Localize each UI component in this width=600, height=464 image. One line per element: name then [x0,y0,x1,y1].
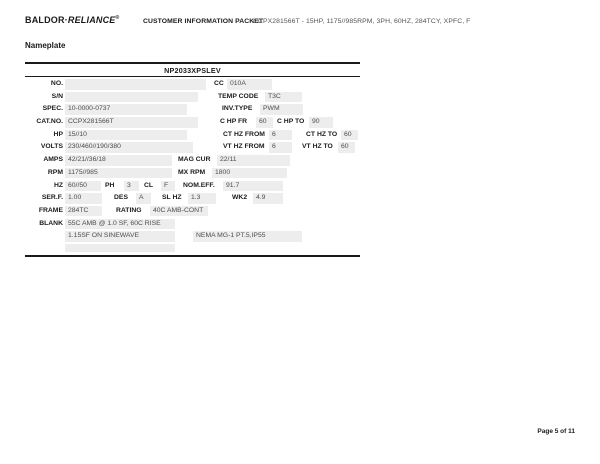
field-ct-hz-from-value: 6 [269,130,292,141]
field-c-hp-to-label: C HP TO [277,118,305,126]
field-des-label: DES [114,194,128,202]
field-nema-value: NEMA MG-1 PT.5,IP55 [193,231,302,242]
field-cat-no-value: CCPX281566T [65,117,198,128]
field-c-hp-to-value: 90 [309,117,333,128]
field-vt-hz-to-label: VT HZ TO [302,143,333,151]
field-vt-hz-from-value: 6 [269,142,292,153]
field-amps-value: 42/21//36/18 [65,155,172,166]
row-cat-no [25,116,360,129]
brand-logo-part1: BALDOR [25,15,65,25]
field-empty-value [65,244,175,252]
page-number: Page 5 of 11 [537,428,575,435]
brand-logo-separator: · [64,15,68,25]
row-hp [25,129,360,142]
field-c-hp-fr-label: C HP FR [220,118,248,126]
field-rpm-value: 1175//985 [65,168,172,179]
field-amps-label: AMPS [43,156,63,164]
field-frame-value: 284TC [65,206,102,217]
field-mag-cur-value: 22/11 [217,155,290,166]
field-ct-hz-to-label: CT HZ TO [306,130,338,138]
field-temp-code-value: T3C [265,92,302,103]
field-rpm-label: RPM [47,168,63,176]
brand-logo [25,15,119,25]
field-temp-code-label: TEMP CODE [218,92,259,100]
row-empty [25,243,360,253]
field-volts-label: VOLTS [40,143,63,151]
row-rpm [25,167,360,180]
row-sn [25,91,360,104]
field-nom-eff-value: 91.7 [223,181,283,192]
registered-mark: ® [115,15,120,21]
field-cc-value: 010A [227,79,272,90]
nameplate-title: NP2033XPSLEV [25,62,360,77]
field-vt-hz-from-label: VT HZ FROM [223,143,265,151]
field-volts-value: 230/460//190/380 [65,142,193,153]
row-no [25,78,360,91]
field-ph-label: PH [105,181,115,189]
field-frame-label: FRAME [38,206,63,214]
field-hp-label: HP [53,130,63,138]
field-hp-value: 15//10 [65,130,187,141]
field-rating-value: 40C AMB-CONT [150,206,208,217]
field-sinewave-value: 1.15SF ON SINEWAVE [65,231,175,242]
field-wk2-value: 4.9 [253,193,283,204]
row-ser-f [25,192,360,205]
field-vt-hz-to-value: 60 [338,142,355,153]
row-spec [25,103,360,116]
row-sinewave [25,230,360,243]
field-hz-value: 60//50 [65,181,101,192]
row-blank [25,218,360,231]
field-no-label: NO. [50,80,63,87]
field-mx-rpm-label: MX RPM [178,168,206,176]
field-sl-hz-label: SL HZ [162,194,182,202]
field-mx-rpm-value: 1800 [212,168,287,179]
field-blank-label: BLANK [39,219,63,227]
nameplate-body [25,77,360,257]
field-spec-label: SPEC. [42,105,63,113]
field-rating-label: RATING [116,206,142,214]
field-spec-value: 10-0000-0737 [65,104,187,115]
field-hz-label: HZ [53,181,63,189]
field-des-value: A [136,193,151,204]
document-title: CUSTOMER INFORMATION PACKET [143,18,264,25]
row-frame [25,205,360,218]
row-amps [25,154,360,167]
field-no-value [65,79,206,90]
row-hz [25,180,360,193]
field-c-hp-fr-value: 60 [256,117,273,128]
brand-logo-part2: RELIANCE [67,15,116,25]
field-inv-type-label: INV.TYPE [222,105,253,113]
field-ser-f-value: 1.00 [65,193,102,204]
field-ser-f-label: SER.F. [41,194,63,202]
field-sn-label: S/N [51,92,63,100]
row-volts [25,141,360,154]
field-cat-no-label: CAT.NO. [36,118,63,126]
field-ph-value: 3 [124,181,139,192]
document-subtitle: CCPX281566T - 15HP, 1175//985RPM, 3PH, 60HZ, 284TCY, XPFC, F [253,18,471,25]
field-cc-label: CC [214,80,224,87]
field-sl-hz-value: 1.3 [188,193,216,204]
field-mag-cur-label: MAG CUR [178,156,211,164]
field-cl-value: F [161,181,175,192]
field-inv-type-value: PWM [260,104,303,115]
section-title-nameplate: Nameplate [25,41,66,50]
field-sn-value [65,92,198,103]
field-ct-hz-to-value: 60 [341,130,358,141]
field-cl-label: CL [144,181,154,189]
field-blank-value: 55C AMB @ 1.0 SF, 60C RISE [65,219,175,230]
nameplate-table [25,62,360,257]
field-nom-eff-label: NOM.EFF. [183,181,215,189]
field-wk2-label: WK2 [232,194,248,202]
field-ct-hz-from-label: CT HZ FROM [223,130,265,138]
